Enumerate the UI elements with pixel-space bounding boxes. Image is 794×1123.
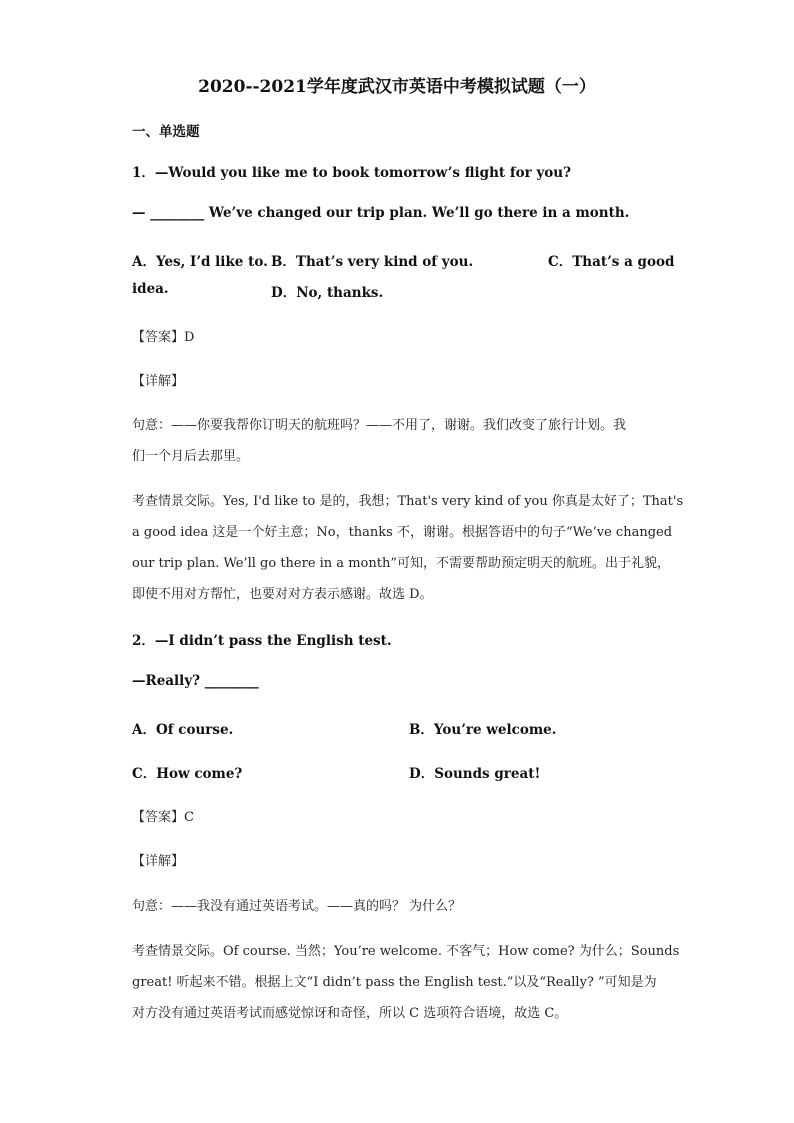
q1-analysis-line-3: our trip plan. We’ll go there in a month”可知，不需要帮助预定明天的航班。出于礼貌， bbox=[132, 556, 670, 571]
q2-explain-label: 【详解】 bbox=[132, 854, 185, 869]
q2-meaning: 句意：——我没有通过英语考试。——真的吗？ 为什么？ bbox=[132, 899, 462, 914]
q2-option-b: B．You’re welcome. bbox=[409, 722, 557, 738]
q1-option-c-cont: idea. bbox=[132, 281, 169, 297]
q1-stem: 1．—Would you like me to book tomorrow’s flight for you? bbox=[132, 165, 572, 181]
q1-option-a: A．Yes, I’d like to. bbox=[132, 254, 268, 270]
q1-option-b: B．That’s very kind of you. bbox=[271, 254, 474, 270]
q2-analysis-line-1: 考查情景交际。Of course. 当然；You’re welcome. 不客气；How come? 为什么；Sounds bbox=[132, 944, 680, 959]
q1-answer: 【答案】D bbox=[132, 330, 195, 345]
q2-analysis-line-3: 对方没有通过英语考试而感觉惊讶和奇怪，所以 C 选项符合语境，故选 C。 bbox=[132, 1006, 568, 1021]
q2-option-a: A．Of course. bbox=[132, 722, 234, 738]
q1-meaning-line-1: 句意：——你要我帮你订明天的航班吗？——不用了，谢谢。我们改变了旅行计划。我 bbox=[132, 418, 627, 433]
q2-analysis-line-2: great! 听起来不错。根据上文“I didn’t pass the English test.”以及“Really? ”可知是为 bbox=[132, 975, 657, 990]
q2-response: —Really? ________ bbox=[132, 673, 259, 689]
section-heading: 一、单选题 bbox=[132, 124, 200, 140]
q1-option-d: D．No, thanks. bbox=[271, 285, 384, 301]
q1-analysis-line-2: a good idea 这是一个好主意；No，thanks 不，谢谢。根据答语中的句子“We’ve changed bbox=[132, 525, 673, 540]
q1-analysis-line-4: 即使不用对方帮忙，也要对对方表示感谢。故选 D。 bbox=[132, 587, 433, 602]
q1-option-c: C．That’s a good bbox=[548, 254, 675, 270]
q1-analysis-line-1: 考查情景交际。Yes, I'd like to 是的，我想；That's very kind of you 你真是太好了；That's bbox=[132, 494, 684, 509]
page-title: 2020--2021学年度武汉市英语中考模拟试题（一） bbox=[198, 77, 596, 97]
q2-option-d: D．Sounds great! bbox=[409, 766, 541, 782]
q1-response: — ________ We’ve changed our trip plan. We’ll go there in a month. bbox=[132, 205, 630, 221]
q2-answer: 【答案】C bbox=[132, 810, 194, 825]
q2-option-c: C．How come? bbox=[132, 766, 243, 782]
q1-explain-label: 【详解】 bbox=[132, 374, 185, 389]
q2-stem: 2．—I didn’t pass the English test. bbox=[132, 633, 392, 649]
q1-meaning-line-2: 们一个月后去那里。 bbox=[132, 449, 250, 464]
